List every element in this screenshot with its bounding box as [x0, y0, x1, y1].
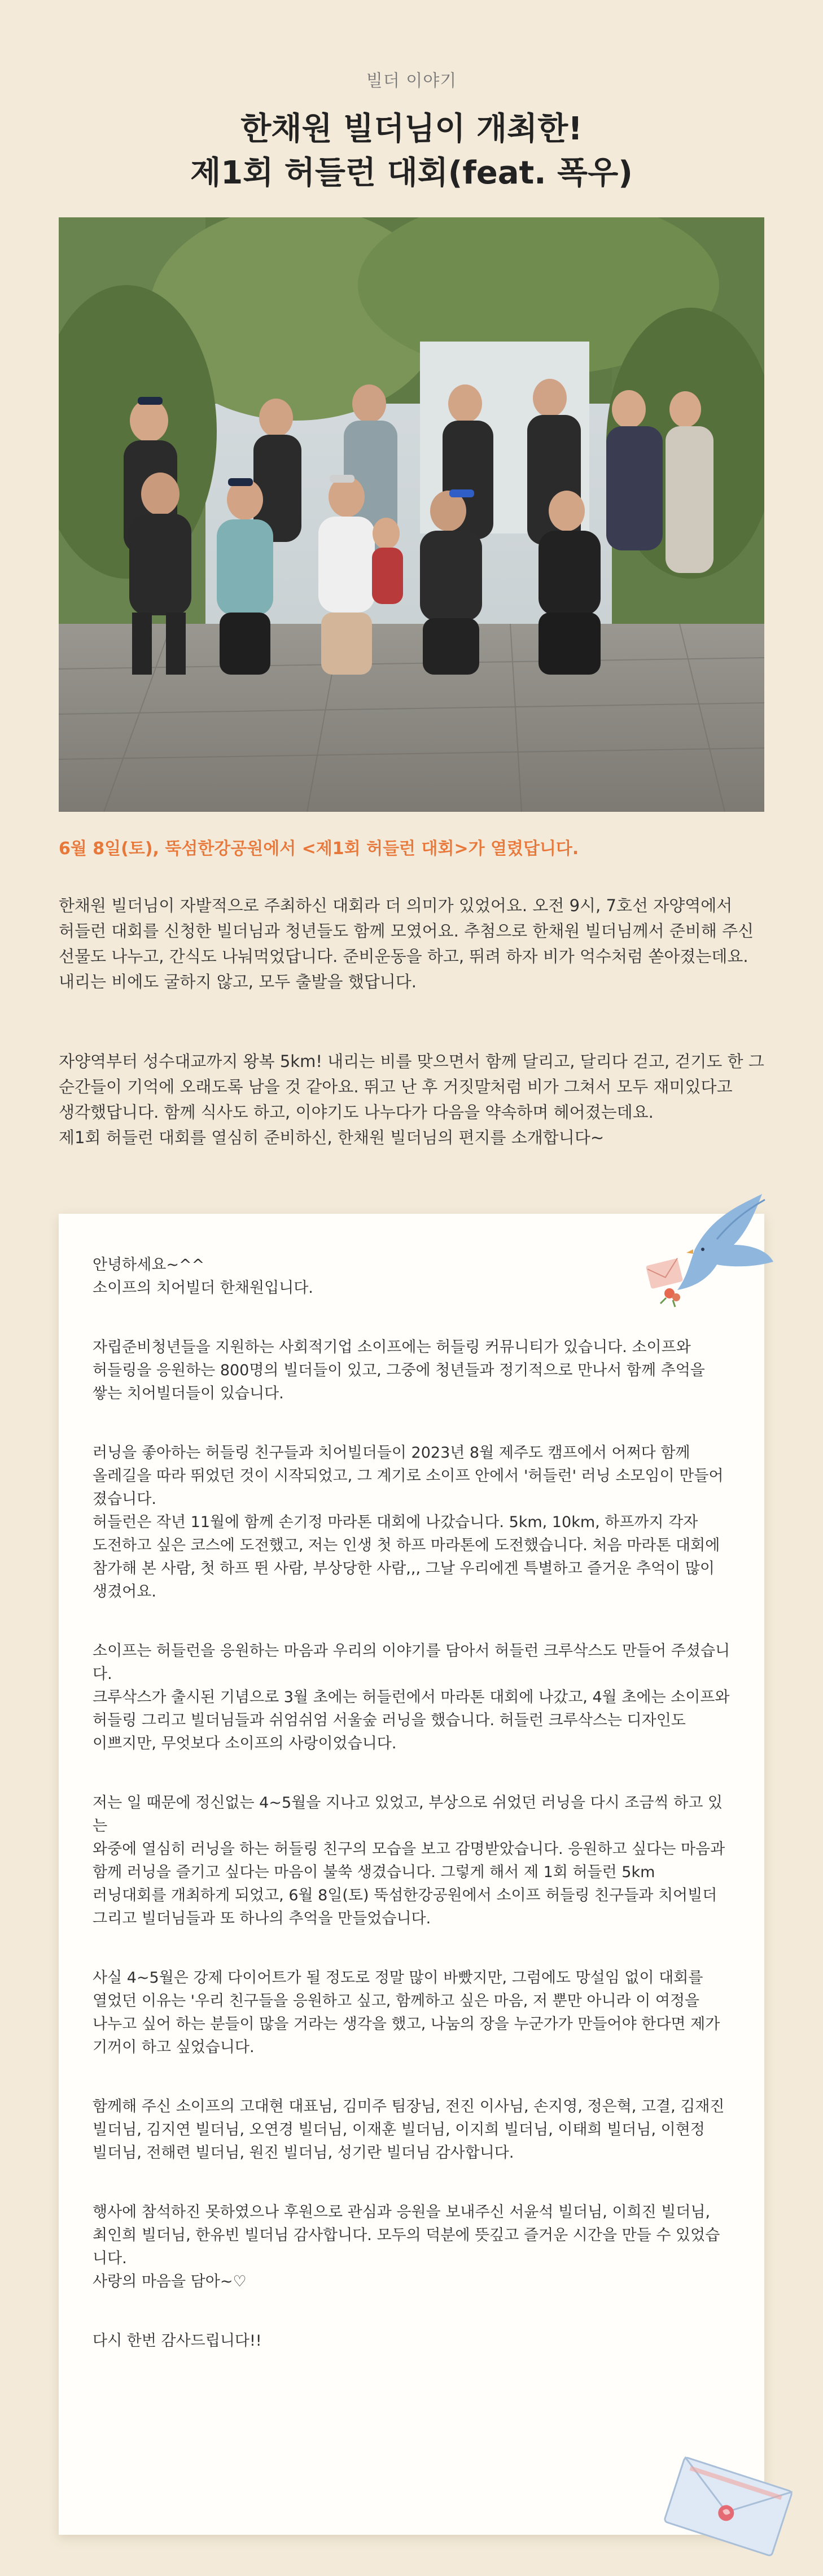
letter-line: 빌더님, 전해련 빌더님, 원진 빌더님, 성기란 빌더님 감사합니다. [93, 2144, 514, 2162]
letter-line: 도전하고 싶은 코스에 도전했고, 저는 인생 첫 하프 마라톤에 도전했습니다. 처음 마라톤 대회에 [93, 1537, 720, 1554]
letter-line: 기꺼이 하고 싶었습니다. [93, 2039, 255, 2056]
letter-line: 소이프의 치어빌더 한채원입니다. [93, 1279, 313, 1297]
event-highlight: 6월 8일(토), 뚝섬한강공원에서 <제1회 허들런 대회>가 열렸답니다. [59, 839, 579, 859]
intro-line: 순간들이 기억에 오래도록 남을 것 같아요. 뛰고 난 후 거짓말처럼 비가 그쳐서 모두 재미있다고 [59, 1077, 733, 1096]
letter-line: 함께 러닝을 즐기고 싶다는 마음이 불쑥 생겼습니다. 그렇게 해서 제 1회 허들런 5km [93, 1864, 655, 1881]
letter-line: 함께해 주신 소이프의 고대현 대표님, 김미주 팀장님, 전진 이사님, 손지영, 정은혁, 고결, 김재진 [93, 2098, 725, 2115]
intro-line: 생각했답니다. 함께 식사도 하고, 이야기도 나누다가 다음을 약속하며 헤어졌는데요. [59, 1103, 654, 1122]
intro-line: 자양역부터 성수대교까지 왕복 5km! 내리는 비를 맞으면서 함께 달리고, 달리다 걷고, 걷기도 한 그 [59, 1052, 764, 1071]
letter-line: 저는 일 때문에 정신없는 4~5월을 지나고 있었고, 부상으로 쉬었던 러닝을 다시 조금씩 하고 있는 [93, 1794, 723, 1835]
letter-line: 올레길을 따라 뛰었던 것이 시작되었고, 그 계기로 소이프 안에서 '허들런' 러닝 소모임이 만들어졌습니다. [93, 1467, 724, 1508]
letter-line: 와중에 열심히 러닝을 하는 허들링 친구의 모습을 보고 감명받았습니다. 응원하고 싶다는 마음과 [93, 1840, 725, 1858]
letter-line: 허들링 그리고 빌더님들과 쉬엄쉬엄 서울숲 러닝을 했습니다. 허들런 크루삭스는 디자인도 [93, 1712, 686, 1729]
letter-line: 빌더님, 김지연 빌더님, 오연경 빌더님, 이재훈 빌더님, 이지희 빌더님, 이태희 빌더님, 이현정 [93, 2121, 705, 2138]
letter-line: 안녕하세요~^^ [93, 1256, 205, 1274]
letter-paragraph [93, 1336, 730, 1405]
letter-paper [59, 1214, 764, 2535]
letter-paragraph [93, 2329, 730, 2352]
eyebrow-category: 빌더 이야기 [366, 71, 457, 91]
intro-line: 한채원 빌더님이 자발적으로 주최하신 대회라 더 의미가 있었어요. 오전 9시, 7호선 자양역에서 [59, 896, 733, 915]
letter-line: 최인희 빌더님, 한유빈 빌더님 감사합니다. 모두의 덕분에 뜻깊고 즐거운 시간을 만들 수 있었습니다. [93, 2227, 720, 2267]
intro-line: 허들런 대회를 신청한 빌더님과 청년들도 함께 모였어요. 추첨으로 한채원 빌더님께서 준비해 주신 [59, 921, 754, 941]
letter-paragraph [93, 1639, 730, 1755]
page-title [0, 107, 823, 195]
page-title-line1: 한채원 빌더님이 개최한! [240, 111, 583, 147]
letter-line: 러닝을 좋아하는 허들링 친구들과 치어빌더들이 2023년 8월 제주도 캠프에서 어쩌다 함께 [93, 1444, 690, 1462]
bird-with-letter-icon [632, 1183, 779, 1318]
letter-line: 이쁘지만, 무엇보다 소이프의 사랑이었습니다. [93, 1735, 397, 1752]
letter-paragraph [93, 1966, 730, 2059]
intro-line: 선물도 나누고, 간식도 나눠먹었답니다. 준비운동을 하고, 뛰려 하자 비가 억수처럼 쏟아졌는데요. [59, 947, 748, 966]
letter-line: 열었던 이유는 '우리 친구들을 응원하고 싶고, 함께하고 싶은 마음, 저 뿐만 아니라 이 여정을 [93, 1992, 700, 2010]
letter-line: 다시 한번 감사드립니다!! [93, 2332, 262, 2350]
intro-paragraph-2 [59, 1049, 764, 1151]
letter-paragraph [93, 1791, 730, 1930]
letter-paragraph [93, 2201, 730, 2293]
letter-line: 러닝대회를 개최하게 되었고, 6월 8일(토) 뚝섬한강공원에서 소이프 허들링 친구들과 치어빌더 [93, 1887, 717, 1904]
letter-paragraph [93, 1441, 730, 1603]
letter-line: 생겼어요. [93, 1583, 156, 1600]
letter-line: 크루삭스가 출시된 기념으로 3월 초에는 허들런에서 마라톤 대회에 나갔고, 4월 초에는 소이프와 [93, 1689, 730, 1706]
letter-line: 행사에 참석하진 못하였으나 후원으로 관심과 응원을 보내주신 서윤석 빌더님, 이희진 빌더님, [93, 2203, 711, 2221]
letter-paragraph [93, 2095, 730, 2164]
letter-line: 허들링을 응원하는 800명의 빌더들이 있고, 그중에 청년들과 정기적으로 만나서 함께 추억을 [93, 1362, 705, 1379]
letter-line: 쌓는 치어빌더들이 있습니다. [93, 1385, 284, 1402]
letter-line: 나누고 싶어 하는 분들이 많을 거라는 생각을 했고, 나눔의 장을 누군가가 만들어야 한다면 제가 [93, 2015, 720, 2033]
letter-line: 허들런은 작년 11월에 함께 손기정 마라톤 대회에 나갔습니다. 5km, 10km, 하프까지 각자 [93, 1514, 698, 1531]
group-photo [59, 217, 764, 812]
letter-line: 자립준비청년들을 지원하는 사회적기업 소이프에는 허들링 커뮤니티가 있습니다. 소이프와 [93, 1339, 691, 1356]
letter-line: 참가해 본 사람, 첫 하프 뛴 사람, 부상당한 사람,,, 그날 우리에겐 특별하고 즐거운 추억이 많이 [93, 1560, 715, 1577]
letter-line: 사실 4~5월은 강제 다이어트가 될 정도로 정말 많이 바빴지만, 그럼에도 망설임 없이 대회를 [93, 1969, 703, 1987]
intro-line: 내리는 비에도 굴하지 않고, 모두 출발을 했답니다. [59, 972, 417, 991]
letter-body [93, 1253, 730, 2389]
letter-line: 소이프는 허들런을 응원하는 마음과 우리의 이야기를 담아서 허들런 크루삭스도 만들어 주셨습니다. [93, 1642, 730, 1683]
page-title-line2: 제1회 허들런 대회(feat. 폭우) [190, 155, 633, 191]
intro-paragraph-1 [59, 893, 764, 995]
envelope-icon [658, 2450, 799, 2563]
intro-line: 제1회 허들런 대회를 열심히 준비하신, 한채원 빌더님의 편지를 소개합니다~ [59, 1128, 605, 1147]
letter-line: 사랑의 마음을 담아~♡ [93, 2273, 247, 2290]
letter-line: 그리고 빌더님들과 또 하나의 추억을 만들었습니다. [93, 1910, 431, 1927]
